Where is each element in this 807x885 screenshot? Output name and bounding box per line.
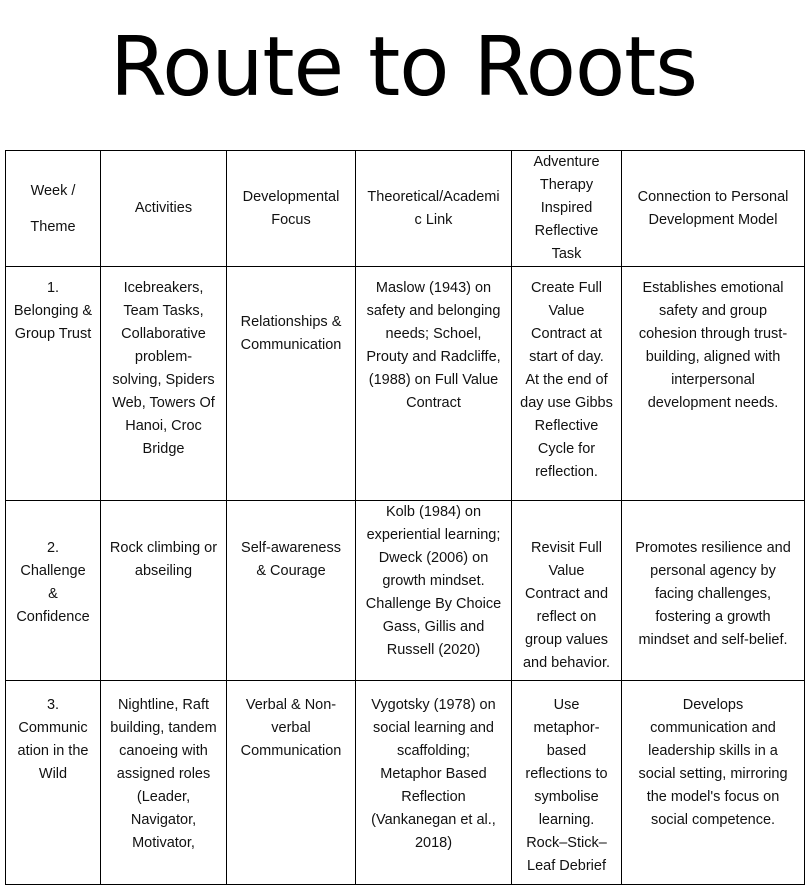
header-cell-task: Adventure Therapy Inspired Reflective Task [512,151,622,267]
row3-activities: Nightline, Raft building, tandem canoeing with assigned roles (Leader, Navigator, Motivator, [101,681,227,885]
row1-focus: Relationships & Communication [227,267,356,501]
table-row [6,501,805,681]
row2-connection: Promotes resilience and personal agency by facing challenges, fostering a growth mindset and self-belief. [622,501,805,681]
row1-week: 1. Belonging & Group Trust [6,267,101,501]
header-cell-theory: Theoretical/Academi c Link [356,151,512,267]
row1-activities: Icebreakers, Team Tasks, Collaborative problem- solving, Spiders Web, Towers Of Hanoi, Croc Bridge [101,267,227,501]
row2-activities: Rock climbing or abseiling [101,501,227,681]
table-row [6,681,805,885]
row1-task: Create Full Value Contract at start of day. At the end of day use Gibbs Reflective Cycle for reflection. [512,267,622,501]
route-table [5,150,805,885]
header-cell-connection: Connection to Personal Development Model [622,151,805,267]
row3-week: 3. Communic ation in the Wild [6,681,101,885]
header-row [6,151,805,267]
row1-theory: Maslow (1943) on safety and belonging needs; Schoel, Prouty and Radcliffe, (1988) on Full Value Contract [356,267,512,501]
header-cell-focus: Developmental Focus [227,151,356,267]
header-cell-activities: Activities [101,151,227,267]
row2-task: Revisit Full Value Contract and reflect on group values and behavior. [512,501,622,681]
page-title: Route to Roots [110,20,697,115]
row3-task: Use metaphor- based reflections to symbolise learning. Rock–Stick– Leaf Debrief [512,681,622,885]
row2-focus: Self-awareness & Courage [227,501,356,681]
header-cell-week: Week / Theme [6,151,101,267]
row3-theory: Vygotsky (1978) on social learning and scaffolding; Metaphor Based Reflection (Vankanegan et al., 2018) [356,681,512,885]
table-row [6,267,805,501]
row1-connection: Establishes emotional safety and group cohesion through trust- building, aligned with interpersonal development needs. [622,267,805,501]
row3-focus: Verbal & Non- verbal Communication [227,681,356,885]
row3-connection: Develops communication and leadership skills in a social setting, mirroring the model's focus on social competence. [622,681,805,885]
row2-theory: Kolb (1984) on experiential learning; Dweck (2006) on growth mindset. Challenge By Choice Gass, Gillis and Russell (2020) [356,501,512,681]
row2-week: 2. Challenge & Confidence [6,501,101,681]
